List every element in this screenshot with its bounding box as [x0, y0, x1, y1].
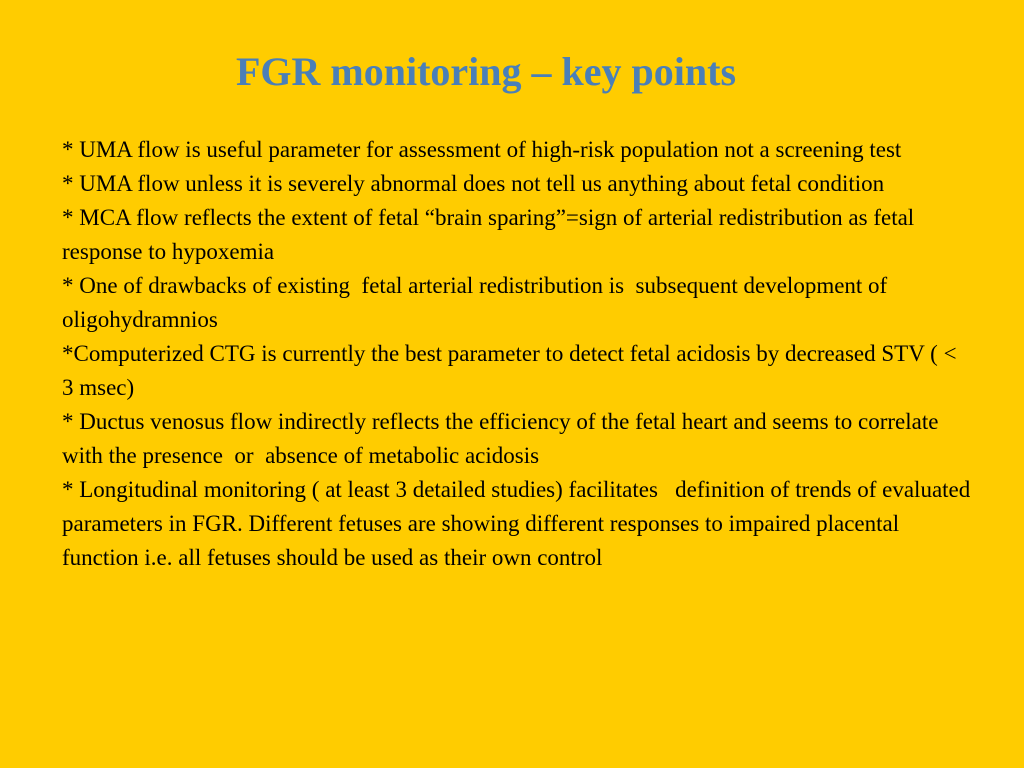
key-point-uma-condition: * UMA flow unless it is severely abnormal does not tell us anything about fetal condition: [62, 171, 885, 196]
key-point-computerized-ctg: *Computerized CTG is currently the best parameter to detect fetal acidosis by decreased STV ( < 3 msec): [62, 341, 963, 400]
key-point-longitudinal-monitoring: * Longitudinal monitoring ( at least 3 detailed studies) facilitates definition of trends of evaluated parameters in FGR. Different fetuses are showing different responses to impaired placental function i.e. all fetuses should be used as their own control: [62, 477, 977, 570]
key-points-list: [62, 133, 977, 575]
key-point-mca-flow: * MCA flow reflects the extent of fetal “brain sparing”=sign of arterial redistribution as fetal response to hypoxemia: [62, 205, 920, 264]
key-point-uma-assessment: * UMA flow is useful parameter for assessment of high-risk population not a screening test: [62, 137, 902, 162]
key-point-drawbacks: * One of drawbacks of existing fetal arterial redistribution is subsequent development of oligohydramnios: [62, 273, 893, 332]
slide-title: FGR monitoring – key points: [235, 49, 737, 94]
key-point-ductus-venosus: * Ductus venosus flow indirectly reflects the efficiency of the fetal heart and seems to correlate with the presence or absence of metabolic acidosis: [62, 409, 945, 468]
